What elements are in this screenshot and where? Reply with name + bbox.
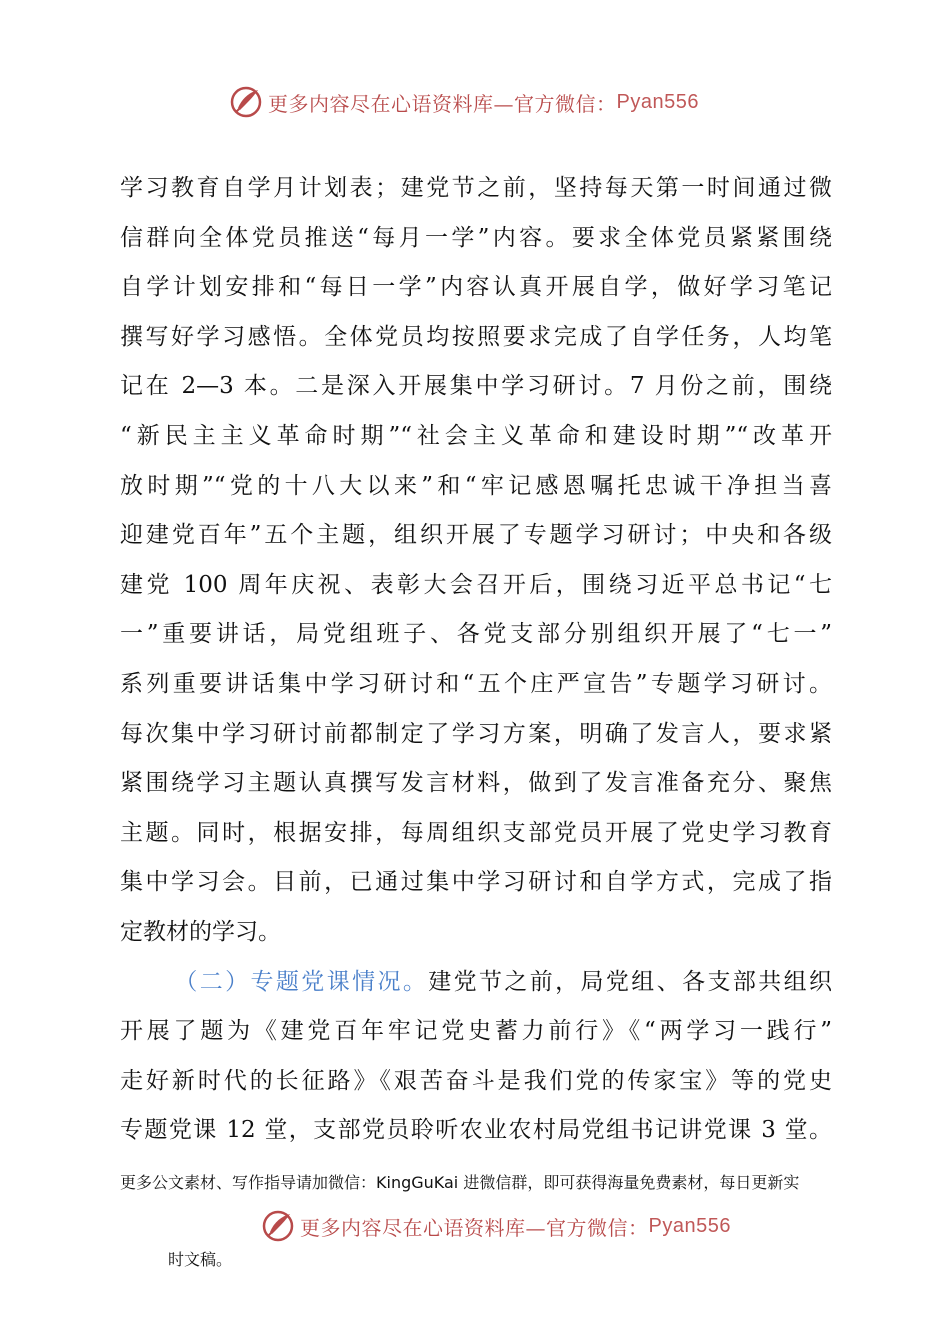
text-line: 放时期”“党的十八大以来”和“牢记感恩嘱托忠诚干净担当喜 [120,472,832,499]
text-line: 走好新时代的长征路》《艰苦奋斗是我们党的传家宝》等的党史 [120,1067,832,1094]
text-line: 每次集中学习研讨前都制定了学习方案，明确了发言人，要求紧 [120,720,832,747]
text-line: 迎建党百年”五个主题，组织开展了专题学习研讨；中央和各级 [120,522,832,549]
text-line: 开展了题为《建党百年牢记党史蓄力前行》《“两学习一践行” [120,1018,832,1045]
banner-wechat-id: Pyan556 [616,90,699,113]
document-body [120,164,832,1156]
quill-logo-icon [228,84,264,120]
footer-note: 更多公文素材、写作指导请加微信：KingGuKai 进微信群，即可获得海量免费素材，每日更新实 [120,1173,800,1192]
text-line: 主题。同时，根据安排，每周组织支部党员开展了党史学习教育 [120,819,832,846]
watermark-banner-bottom [260,1208,731,1244]
paragraph-1 [120,164,832,958]
text-line: 集中学习会。目前，已通过集中学习研讨和自学方式，完成了指 [120,869,832,896]
text-line: 建党 100 周年庆祝、表彰大会召开后，围绕习近平总书记“七 [120,571,832,598]
text-line: 学习教育自学月计划表；建党节之前，坚持每天第一时间通过微 [120,175,832,201]
banner-wechat-id: Pyan556 [648,1214,731,1237]
paragraph-2 [120,958,832,1156]
text-line: 记在 2—3 本。二是深入开展集中学习研讨。7 月份之前，围绕 [120,373,832,400]
watermark-banner-top [228,84,699,120]
text-line: 信群向全体党员推送“每月一学”内容。要求全体党员紧紧围绕 [120,224,832,251]
text-line: 撰写好学习感悟。全体党员均按照要求完成了自学任务，人均笔 [120,323,832,350]
text-line: 系列重要讲话集中学习研讨和“五个庄严宣告”专题学习研讨。 [120,670,832,697]
text-line: 专题党课 12 堂，支部党员聆听农业农村局党组书记讲党课 3 堂。 [120,1117,832,1144]
quill-logo-icon [260,1208,296,1244]
banner-text: 更多内容尽在心语资料库—官方微信： [268,91,617,116]
text-line: “新民主主义革命时期”“社会主义革命和建设时期”“改革开 [120,422,832,449]
text-line: 一”重要讲话，局党组班子、各党支部分别组织开展了“七一” [120,621,832,648]
text-line [120,958,832,1008]
text-line: 定教材的学习。 [120,918,281,945]
text-run: 建党节之前，局党组、各支部共组织 [428,968,833,995]
text-line: 自学计划安排和“每日一学”内容认真开展自学，做好学习笔记 [120,274,832,301]
section-heading: （二）专题党课情况。 [172,968,429,995]
footer-note-continued: 时文稿。 [168,1250,233,1269]
banner-text: 更多内容尽在心语资料库—官方微信： [300,1215,649,1240]
text-line: 紧围绕学习主题认真撰写发言材料，做到了发言准备充分、聚焦 [120,770,832,797]
